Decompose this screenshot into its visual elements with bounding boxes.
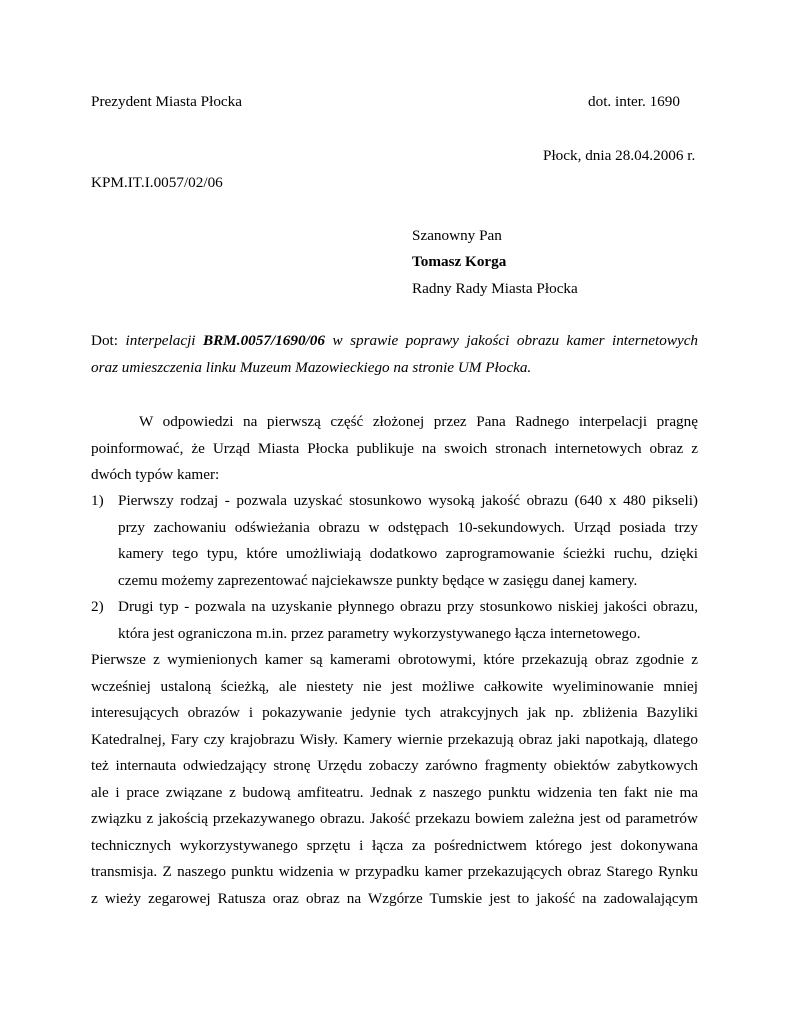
recipient-salutation: Szanowny Pan: [412, 227, 502, 244]
subject-pre: interpelacji: [125, 332, 196, 349]
subject-code: BRM.0057/1690/06: [203, 332, 325, 349]
para2-line-7: związku z jakością przekazywanego obrazu. Jakość przekazu bowiem zależna jest od parametrów: [91, 810, 698, 827]
subject-rest: w sprawie poprawy jakości obrazu kamer internetowych: [332, 332, 699, 349]
recipient-name: Tomasz Korga: [412, 253, 507, 270]
para2-line-4: Katedralnej, Fary czy krajobrazu Wisły. Kamery wiernie przekazują obraz jaki napotkają, dlatego: [91, 731, 698, 748]
intro-line-3: dwóch typów kamer:: [91, 466, 220, 483]
subject-line-1: [91, 332, 698, 350]
reference: dot. inter. 1690: [588, 93, 680, 110]
para2-line-10: z wieży zegarowej Ratusza oraz obraz na Wzgórze Tumskie jest to jakość na zadowalającym: [91, 890, 698, 907]
para2-line-5: też internauta odwiedzający stronę Urzędu zobaczy zarówno fragmenty obiektów zabytkowych: [91, 757, 698, 774]
list-item-1-line-3: kamery tego typu, które umożliwiają dodatkowo zaprogramowanie ścieżki ruchu, dzięki: [118, 545, 698, 562]
list-marker-2: 2): [91, 598, 104, 615]
place-date: Płock, dnia 28.04.2006 r.: [543, 147, 696, 164]
list-item-2-line-2: która jest ograniczona m.in. przez parametry wykorzystywanego łącza internetowego.: [118, 625, 641, 642]
para2-line-6: ale i prace związane z budową amfiteatru. Jednak z naszego punktu widzenia ten fakt nie ma: [91, 784, 698, 801]
para2-line-3: interesujących obrazów i pokazywanie jedynie tych atrakcyjnych jak np. zbliżenia Bazyliki: [91, 704, 698, 721]
para2-line-1: Pierwsze z wymienionych kamer są kamerami obrotowymi, które przekazują obraz zgodnie z: [91, 651, 698, 668]
intro-line-1: W odpowiedzi na pierwszą część złożonej przez Pana Radnego interpelacji pragnę: [139, 413, 698, 430]
list-item-1-line-2: przy zachowaniu odświeżania obrazu w odstępach 10-sekundowych. Urząd posiada trzy: [118, 519, 698, 536]
para2-line-9: transmisja. Z naszego punktu widzenia w przypadku kamer przekazujących obraz Starego Rynku: [91, 863, 698, 880]
para2-line-2: wcześniej ustaloną ścieżką, ale niestety nie jest możliwe całkowite wyeliminowanie mniej: [91, 678, 698, 695]
list-item-2-line-1: Drugi typ - pozwala na uzyskanie płynnego obrazu przy stosunkowo niskiej jakości obrazu,: [118, 598, 698, 615]
intro-line-2: poinformować, że Urząd Miasta Płocka publikuje na swoich stronach internetowych obraz z: [91, 440, 698, 457]
sender: Prezydent Miasta Płocka: [91, 93, 242, 110]
case-number: KPM.IT.I.0057/02/06: [91, 174, 223, 191]
para2-line-8: technicznych wykorzystywanego sprzętu i łącza za pośrednictwem którego jest dokonywana: [91, 837, 698, 854]
list-marker-1: 1): [91, 492, 104, 509]
list-item-1-line-4: czemu możemy zaprezentować najciekawsze punkty będące w zasięgu danej kamery.: [118, 572, 638, 589]
subject-label: Dot:: [91, 332, 119, 349]
subject-line-2: oraz umieszczenia linku Muzeum Mazowieckiego na stronie UM Płocka.: [91, 359, 532, 376]
list-item-1-line-1: Pierwszy rodzaj - pozwala uzyskać stosunkowo wysoką jakość obrazu (640 x 480 pikseli): [118, 492, 698, 509]
recipient-title: Radny Rady Miasta Płocka: [412, 280, 578, 297]
